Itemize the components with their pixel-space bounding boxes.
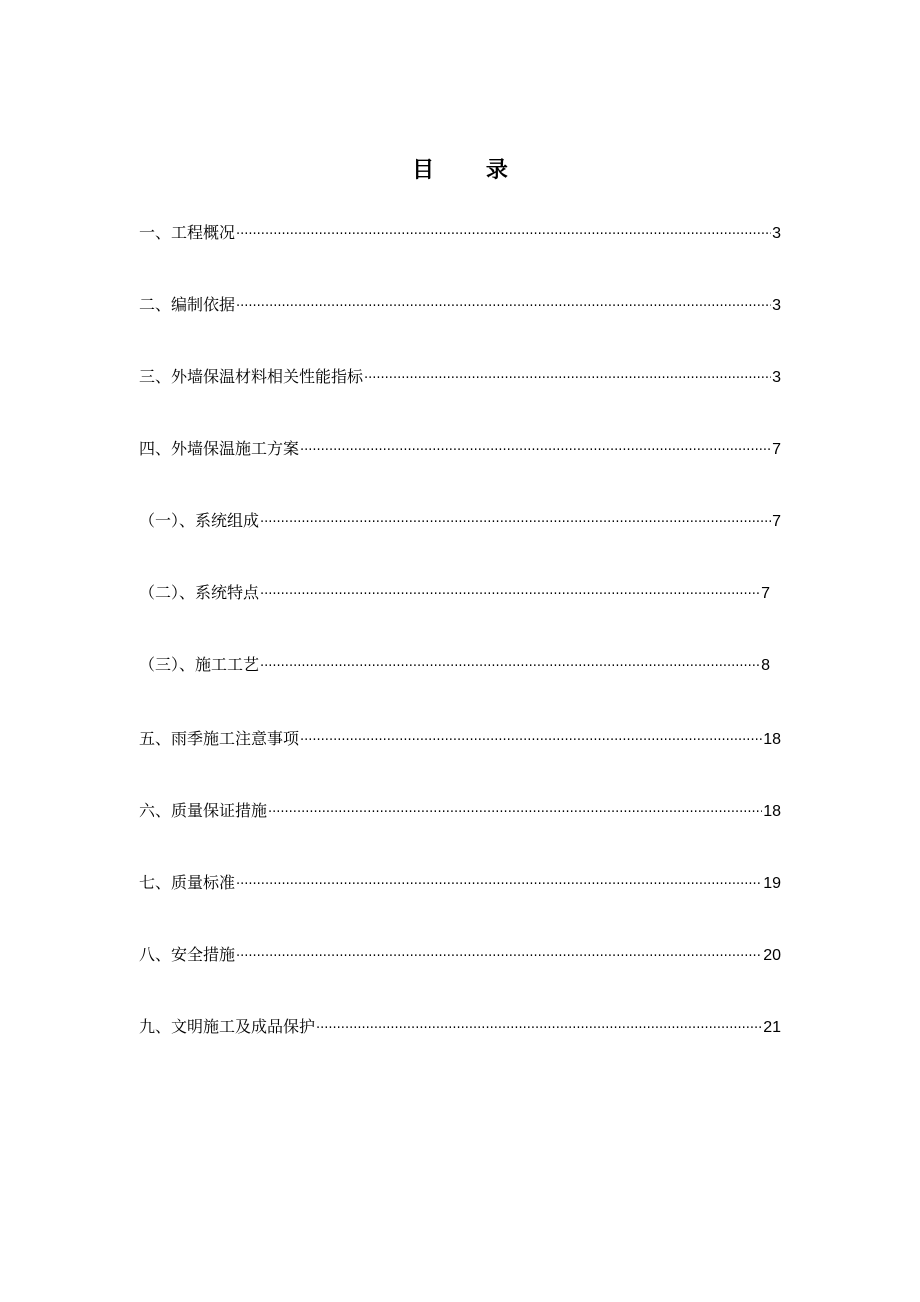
toc-entry-text: 四、外墙保温施工方案	[139, 439, 300, 458]
toc-entry-text: 九、文明施工及成品保护	[139, 1017, 316, 1036]
toc-entry[interactable]	[139, 1015, 781, 1039]
toc-dot-leader	[260, 655, 760, 679]
toc-entry-text: 八、安全措施	[139, 945, 236, 964]
toc-entry[interactable]	[139, 437, 781, 461]
toc-dot-leader	[316, 1017, 762, 1041]
toc-page-number: 19	[763, 875, 781, 892]
toc-page-number: 7	[772, 513, 781, 530]
toc-page-number: 3	[772, 369, 781, 386]
toc-entry[interactable]	[139, 581, 770, 605]
toc-dot-leader	[260, 511, 771, 535]
toc-entry-text: 二、编制依据	[139, 295, 236, 314]
toc-title: 目 录	[412, 158, 530, 183]
toc-dot-leader	[364, 367, 771, 391]
toc-page-number: 7	[772, 441, 781, 458]
toc-page-number: 18	[763, 731, 781, 748]
toc-dot-leader	[236, 295, 771, 319]
toc-dot-leader	[236, 945, 762, 969]
toc-entry[interactable]	[139, 365, 781, 389]
toc-entry-text: （一）、系统组成	[139, 511, 260, 530]
toc-dot-leader	[236, 873, 762, 897]
toc-entry[interactable]	[139, 871, 781, 895]
toc-entry[interactable]	[139, 293, 781, 317]
toc-entry[interactable]	[139, 799, 781, 823]
toc-page-number: 7	[761, 585, 770, 602]
toc-page-number: 3	[772, 297, 781, 314]
toc-page-number: 20	[763, 947, 781, 964]
toc-dot-leader	[300, 729, 762, 753]
toc-entry[interactable]	[139, 727, 781, 751]
toc-entry-text: 五、雨季施工注意事项	[139, 729, 300, 748]
toc-entry-text: （三）、施工工艺	[139, 655, 260, 674]
toc-dot-leader	[260, 583, 760, 607]
toc-page-number: 18	[763, 803, 781, 820]
toc-entry-text: 七、质量标准	[139, 873, 236, 892]
toc-entry[interactable]	[139, 509, 781, 533]
toc-entry-text: 三、外墙保温材料相关性能指标	[139, 367, 364, 386]
toc-dot-leader	[300, 439, 771, 463]
toc-entry-text: 六、质量保证措施	[139, 801, 268, 820]
toc-entry[interactable]	[139, 221, 781, 245]
toc-entry[interactable]	[139, 943, 781, 967]
toc-entry-text: （二）、系统特点	[139, 583, 260, 602]
toc-entry-text: 一、工程概况	[139, 223, 236, 242]
toc-dot-leader	[268, 801, 762, 825]
toc-dot-leader	[236, 223, 771, 247]
toc-page-number: 8	[761, 657, 770, 674]
toc-page-number: 21	[763, 1019, 781, 1036]
toc-page-number: 3	[772, 225, 781, 242]
toc-entry[interactable]	[139, 653, 770, 677]
